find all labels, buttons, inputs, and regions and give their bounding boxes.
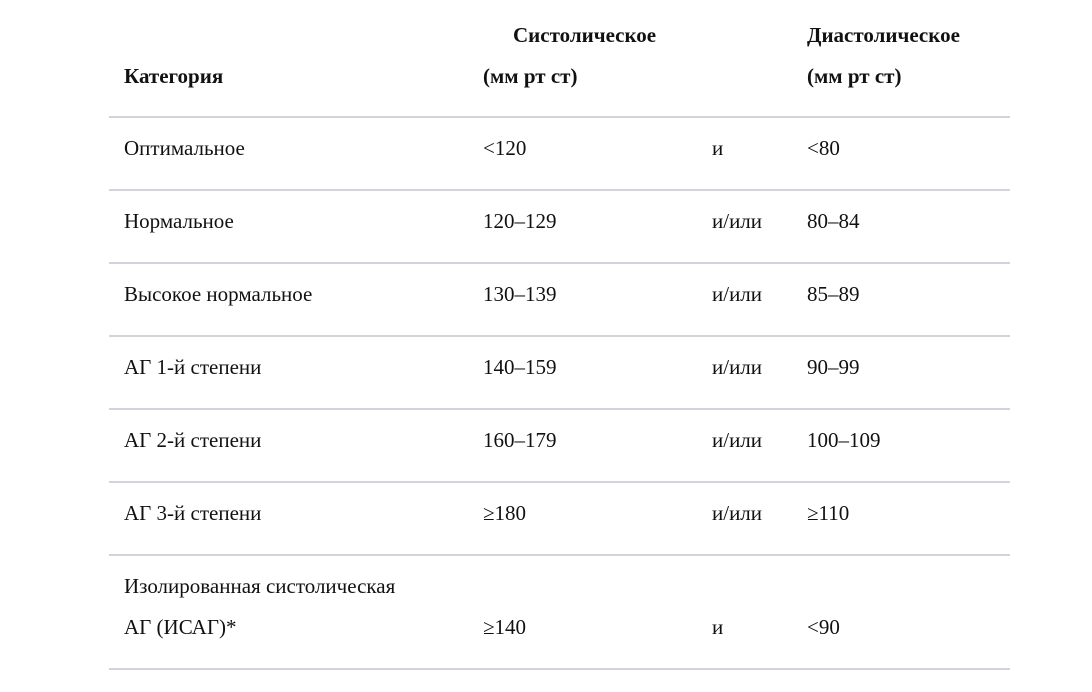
- cell-diastolic: 80–84: [807, 209, 860, 233]
- cell-category-line1: Изолированная систолическая: [124, 574, 396, 598]
- cell-diastolic: <80: [807, 136, 840, 160]
- table-row: [109, 337, 1010, 410]
- table-row: [109, 410, 1010, 483]
- cell-category: Высокое нормальное: [124, 282, 313, 306]
- cell-diastolic: ≥110: [807, 501, 850, 525]
- table-row: [109, 556, 1010, 670]
- cell-category: АГ 2-й степени: [124, 428, 262, 452]
- cell-category: Оптимальное: [124, 136, 245, 160]
- header-systolic-unit: (мм рт ст): [483, 64, 578, 88]
- cell-conjunction: и/или: [712, 282, 763, 306]
- cell-diastolic: 85–89: [807, 282, 860, 306]
- table-header: [109, 0, 1010, 118]
- header-diastolic-title: Диастолическое: [807, 23, 960, 47]
- cell-category-line2: АГ (ИСАГ)*: [124, 615, 237, 639]
- cell-diastolic: 90–99: [807, 355, 860, 379]
- cell-systolic: 120–129: [483, 209, 557, 233]
- cell-category: Нормальное: [124, 209, 234, 233]
- cell-conjunction: и/или: [712, 209, 763, 233]
- cell-systolic: <120: [483, 136, 527, 160]
- cell-conjunction: и/или: [712, 428, 763, 452]
- cell-diastolic: 100–109: [807, 428, 881, 452]
- cell-conjunction: и/или: [712, 355, 763, 379]
- cell-systolic: 130–139: [483, 282, 557, 306]
- table-row: [109, 191, 1010, 264]
- cell-category: АГ 1-й степени: [124, 355, 262, 379]
- table-row: [109, 483, 1010, 556]
- cell-systolic: ≥180: [483, 501, 527, 525]
- table-row: [109, 264, 1010, 337]
- cell-systolic: ≥140: [483, 615, 527, 639]
- header-diastolic-unit: (мм рт ст): [807, 64, 902, 88]
- cell-systolic: 140–159: [483, 355, 557, 379]
- header-category: Категория: [124, 64, 224, 88]
- cell-category: АГ 3-й степени: [124, 501, 262, 525]
- header-systolic-title: Систолическое: [513, 23, 657, 47]
- cell-conjunction: и: [712, 136, 724, 160]
- cell-conjunction: и: [712, 615, 724, 639]
- cell-systolic: 160–179: [483, 428, 557, 452]
- cell-diastolic: <90: [807, 615, 840, 639]
- cell-conjunction: и/или: [712, 501, 763, 525]
- table-row: [109, 118, 1010, 191]
- bp-classification-table: [109, 0, 1010, 670]
